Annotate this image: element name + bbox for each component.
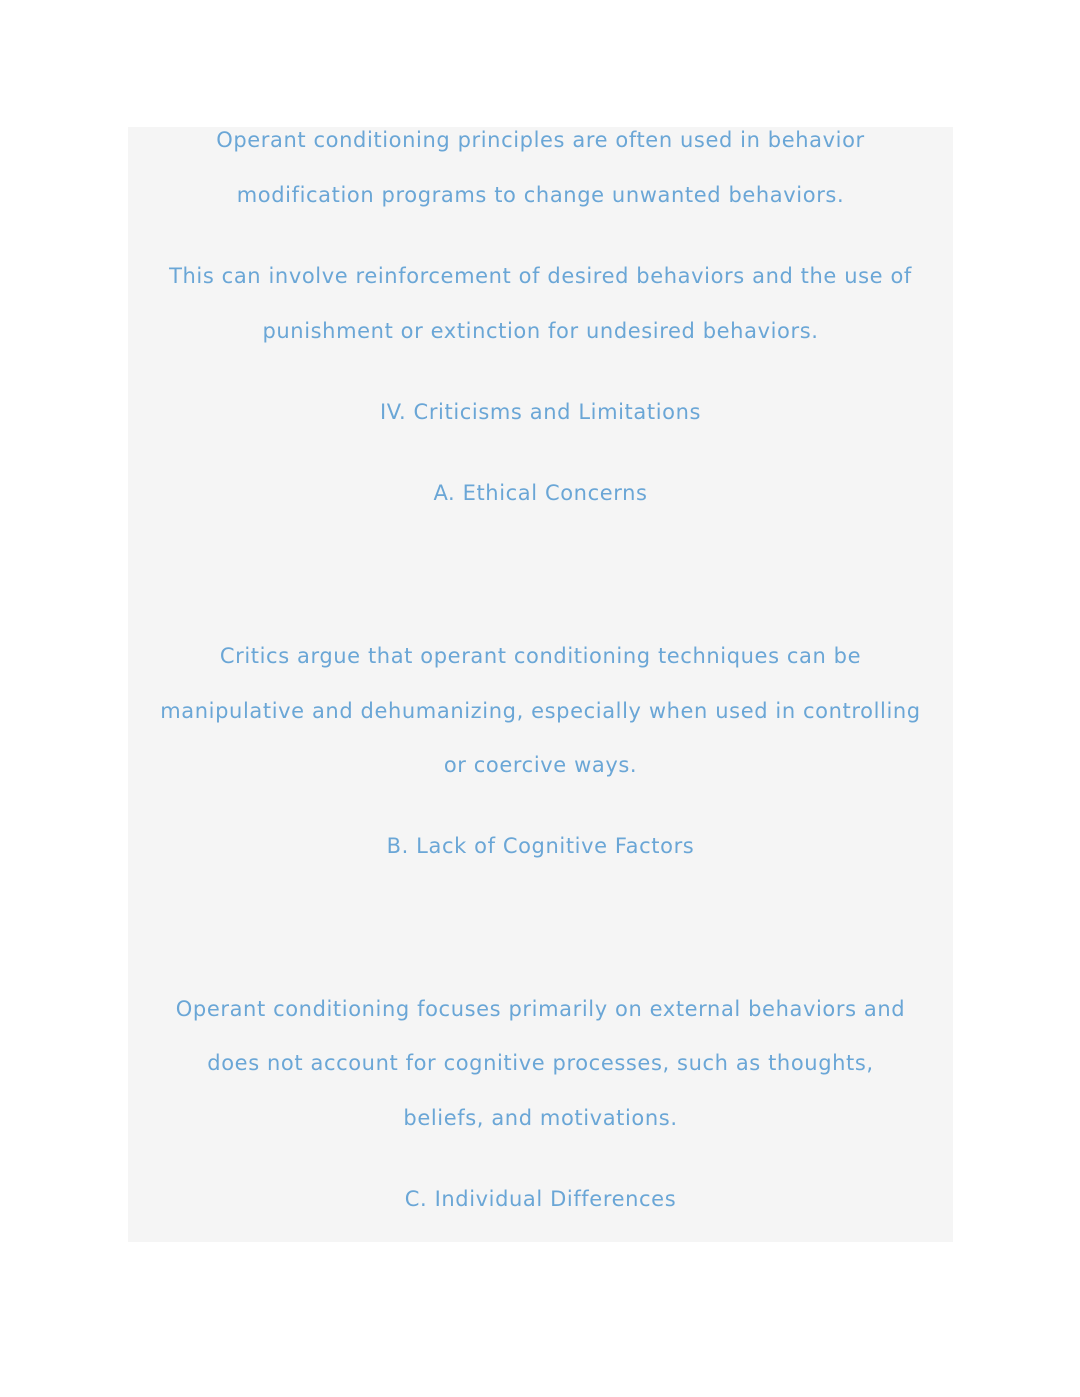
paragraph-modification-line-2: modification programs to change unwanted behaviors. — [236, 183, 845, 207]
heading-ethical-concerns: A. Ethical Concerns — [433, 481, 648, 505]
paragraph-critics-line-3: or coercive ways. — [443, 753, 638, 777]
heading-lack-cognitive-factors: B. Lack of Cognitive Factors — [386, 834, 695, 858]
paragraph-modification-line-1: Operant conditioning principles are often used in behavior — [216, 128, 865, 152]
paragraph-external-behaviors-line-2: does not account for cognitive processes, such as thoughts, — [207, 1051, 874, 1075]
paragraph-external-behaviors-line-1: Operant conditioning focuses primarily on external behaviors and — [175, 997, 906, 1021]
heading-individual-differences: C. Individual Differences — [404, 1187, 677, 1211]
heading-criticisms-limitations: IV. Criticisms and Limitations — [379, 400, 702, 424]
paragraph-critics-line-1: Critics argue that operant conditioning techniques can be — [219, 644, 862, 668]
paragraph-critics-line-2: manipulative and dehumanizing, especially when used in controlling — [160, 699, 921, 723]
paragraph-reinforcement-line-1: This can involve reinforcement of desired behaviors and the use of — [169, 264, 912, 288]
paragraph-reinforcement-line-2: punishment or extinction for undesired behaviors. — [262, 319, 819, 343]
paragraph-external-behaviors-line-3: beliefs, and motivations. — [403, 1106, 678, 1130]
content-panel — [128, 127, 953, 1242]
